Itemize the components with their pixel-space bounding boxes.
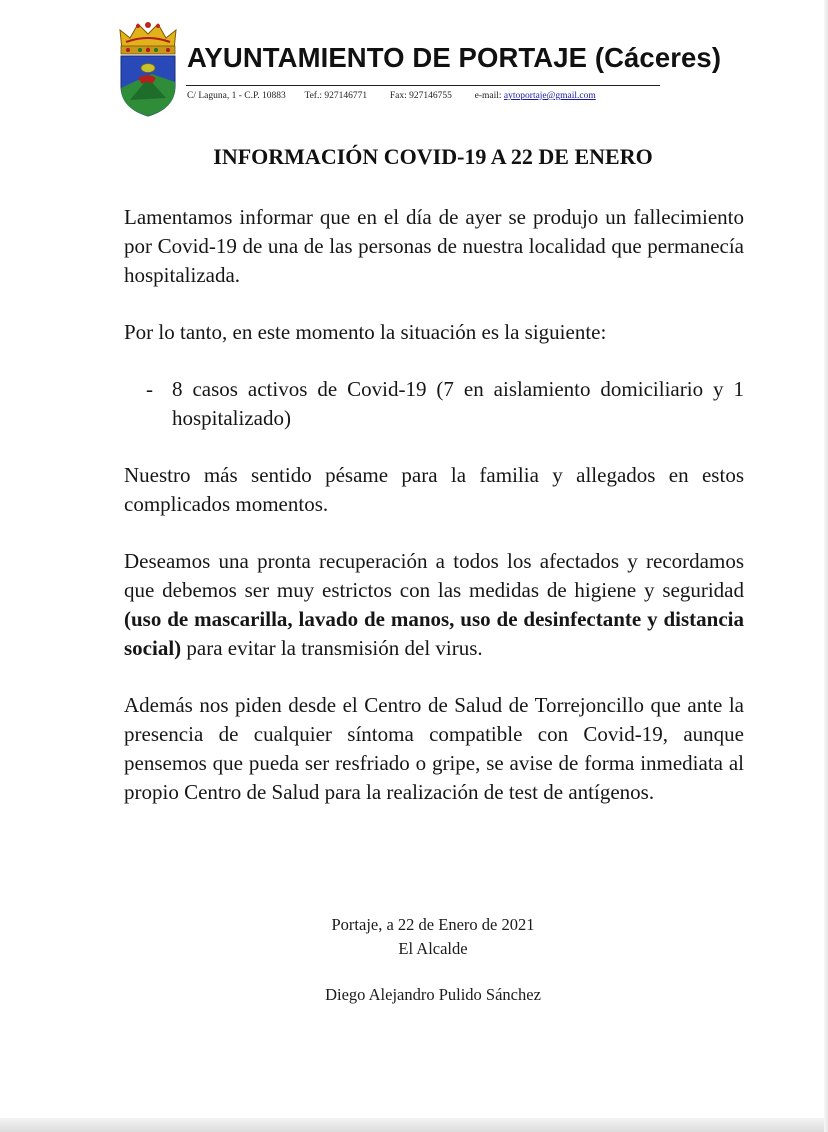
signer-role: El Alcalde [398,939,468,958]
paragraph-condolences: Nuestro más sentido pésame para la familia y allegados en estos complicados momentos. [124,463,744,516]
paragraph-recommendations [124,547,744,663]
document-title: INFORMACIÓN COVID-19 A 22 DE ENERO [213,144,653,169]
org-title: AYUNTAMIENTO DE PORTAJE (Cáceres) [187,42,722,73]
paragraph-situation-intro: Por lo tanto, en este momento la situación es la siguiente: [124,320,607,344]
email-link[interactable]: aytoportaje@gmail.com [503,91,596,101]
list-dash: - [146,377,153,401]
email-label: e-mail: [474,91,502,101]
page-bottom-edge [0,1118,828,1132]
situation-list [124,375,744,433]
header-divider [186,85,660,86]
active-cases-text: 8 casos activos de Covid-19 (7 en aislamiento domiciliario y 1 hospitalizado) [172,377,744,430]
paragraph-death-notice: Lamentamos informar que en el día de ayer se produjo un fallecimiento por Covid-19 de una de las personas de nuestra localidad que permanecía hospitalizada. [124,205,744,287]
paragraph-health-center: Además nos piden desde el Centro de Salud de Torrejoncillo que ante la presencia de cualquier síntoma compatible con Covid-19, aunque pensemos que pueda ser resfriado o gripe, se avise de forma inmediata al propio Centro de Salud para la realización de test de antígenos. [124,693,744,804]
address: C/ Laguna, 1 - C.P. 10883 [187,91,286,101]
signature-block [0,913,828,1007]
contact-line [187,91,596,101]
signer-name: Diego Alejandro Pulido Sánchez [325,985,541,1004]
recommendations-text-start: Deseamos una pronta recuperación a todos los afectados y recordamos que debemos ser muy estrictos con las medidas de higiene y seguridad [124,549,744,602]
fax: Fax: 927146755 [389,91,452,101]
recommendations-text-end: para evitar la transmisión del virus. [181,636,483,660]
recommendations-bold-measures: (uso de mascarilla, lavado de manos, uso de desinfectante y distancia social) [124,607,744,660]
list-item [146,375,744,433]
place-date: Portaje, a 22 de Enero de 2021 [331,915,535,934]
document-body [124,203,744,807]
municipal-coat-of-arms-icon [116,16,180,118]
crown-icon [120,22,176,54]
phone: Tef.: 927146771 [304,91,368,101]
